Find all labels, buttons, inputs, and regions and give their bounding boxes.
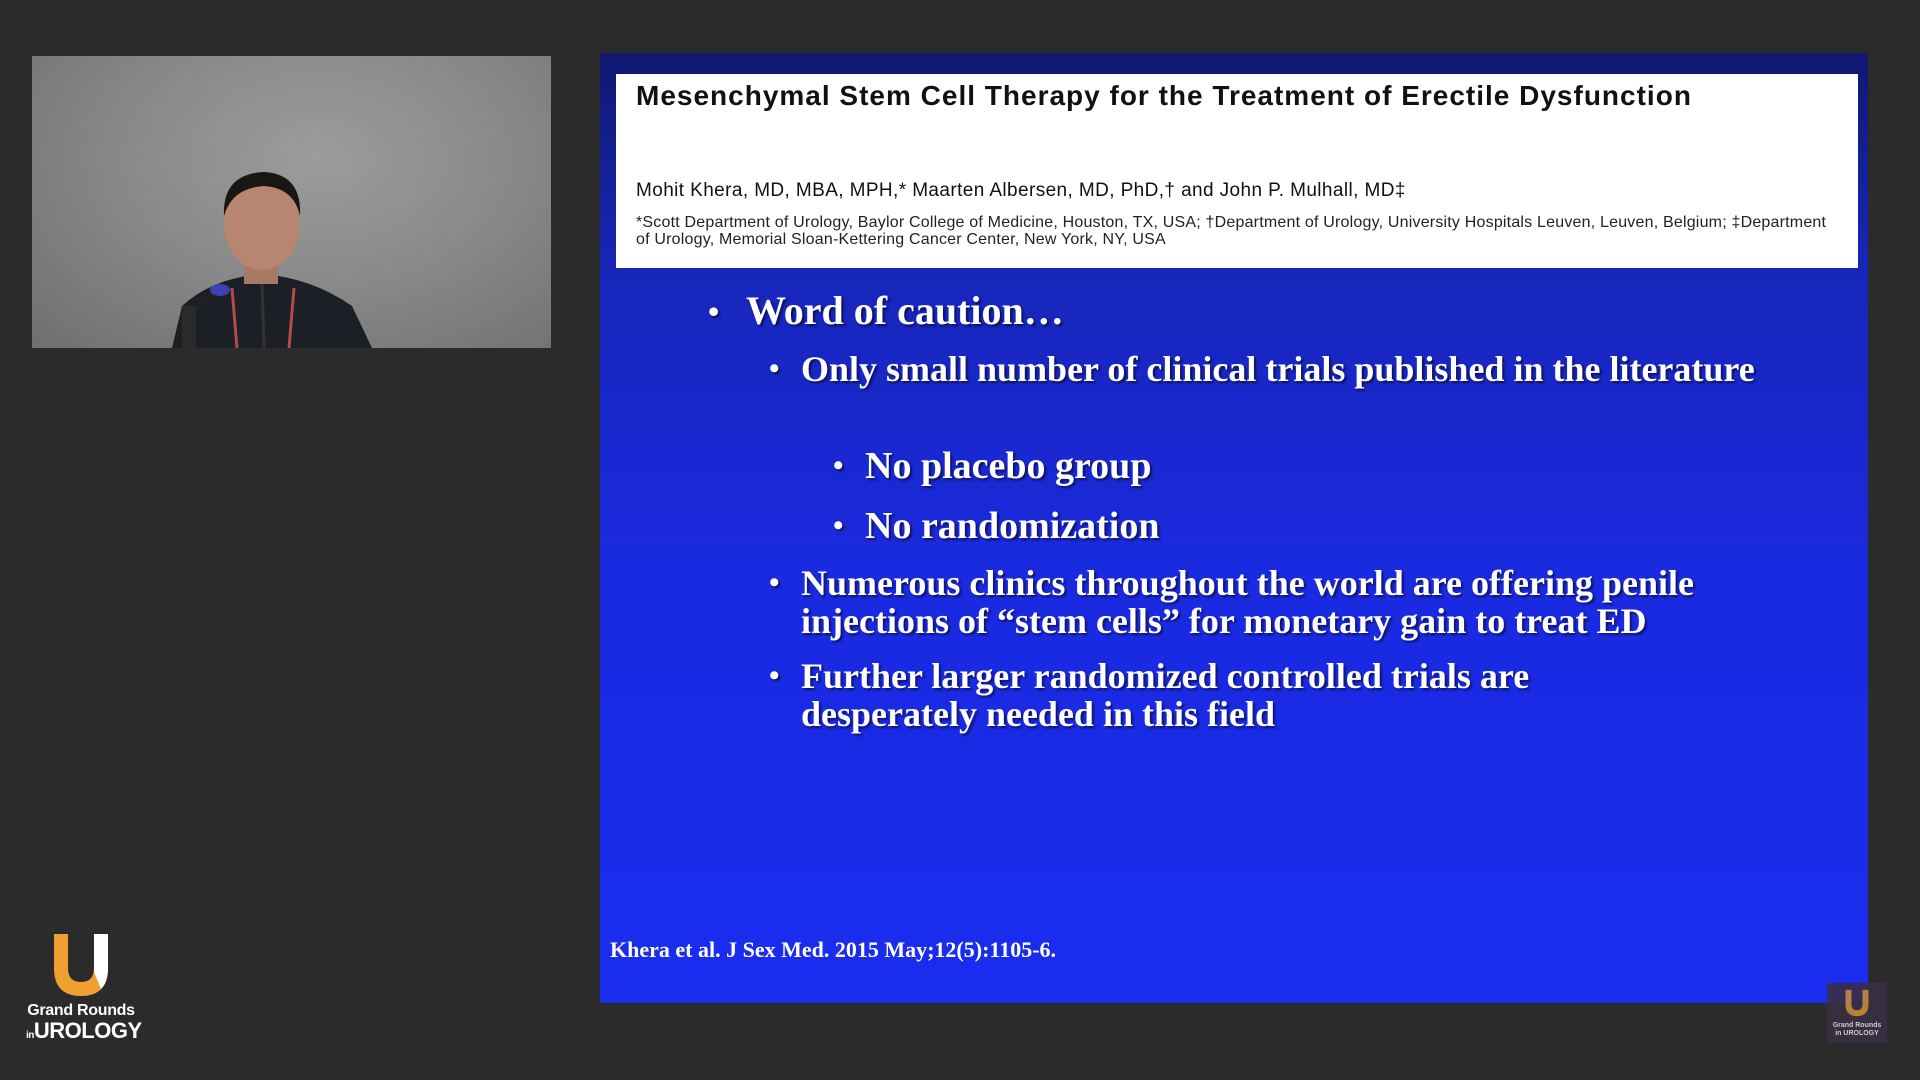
logo-line1: Grand Rounds [27,1002,135,1019]
watermark-line2: in UROLOGY [1835,1030,1879,1037]
bullet-text: No randomization [865,505,1160,547]
bullet-text: No placebo group [865,445,1152,487]
paper-affiliations: *Scott Department of Urology, Baylor College of Medicine, Houston, TX, USA; †Department of Urology, University Hospitals Leuven, Leuven, Belgium; ‡Department of Urology, Memorial Sloan-Kettering Cancer Center, New York, NY, USA [636,214,1827,248]
bullet-dot: • [769,659,780,692]
bullet-item [708,288,1064,333]
bullet-item [833,505,1160,547]
bullet-dot: • [833,509,844,542]
bullet-text: Word of caution… [746,288,1064,333]
presentation-slide [600,53,1868,1003]
bullet-dot: • [769,566,780,599]
speaker-video [32,56,551,348]
bullet-text: Numerous clinics throughout the world are offering penile injections of “stem cells” for monetary gain to treat ED [801,563,1694,641]
u-logo-icon [46,932,116,998]
bullet-list [600,53,1868,1003]
speaker-figure [32,56,551,348]
bullet-text: Further larger randomized controlled trials are desperately needed in this field [801,656,1530,734]
bullet-dot: • [769,352,780,385]
bullet-dot: • [708,293,720,329]
u-logo-small-icon [1842,989,1872,1017]
bullet-item [769,656,1701,734]
watermark-logo [1827,983,1887,1043]
bullet-text: Only small number of clinical trials published in the literature [801,349,1755,389]
logo-line2: inUROLOGY [26,1018,142,1043]
watermark-line1: Grand Rounds [1832,1022,1882,1029]
paper-title: Mesenchymal Stem Cell Therapy for the Treatment of Erectile Dysfunction [636,80,1692,111]
bullet-item [769,349,1821,389]
citation: Khera et al. J Sex Med. 2015 May;12(5):1105-6. [610,937,1057,962]
bullet-dot: • [833,449,844,482]
grand-rounds-logo [26,932,142,1052]
bullet-item [769,563,1821,641]
paper-authors: Mohit Khera, MD, MBA, MPH,* Maarten Albersen, MD, PhD,† and John P. Mulhall, MD‡ [636,180,1406,201]
bullet-item [833,445,1152,487]
